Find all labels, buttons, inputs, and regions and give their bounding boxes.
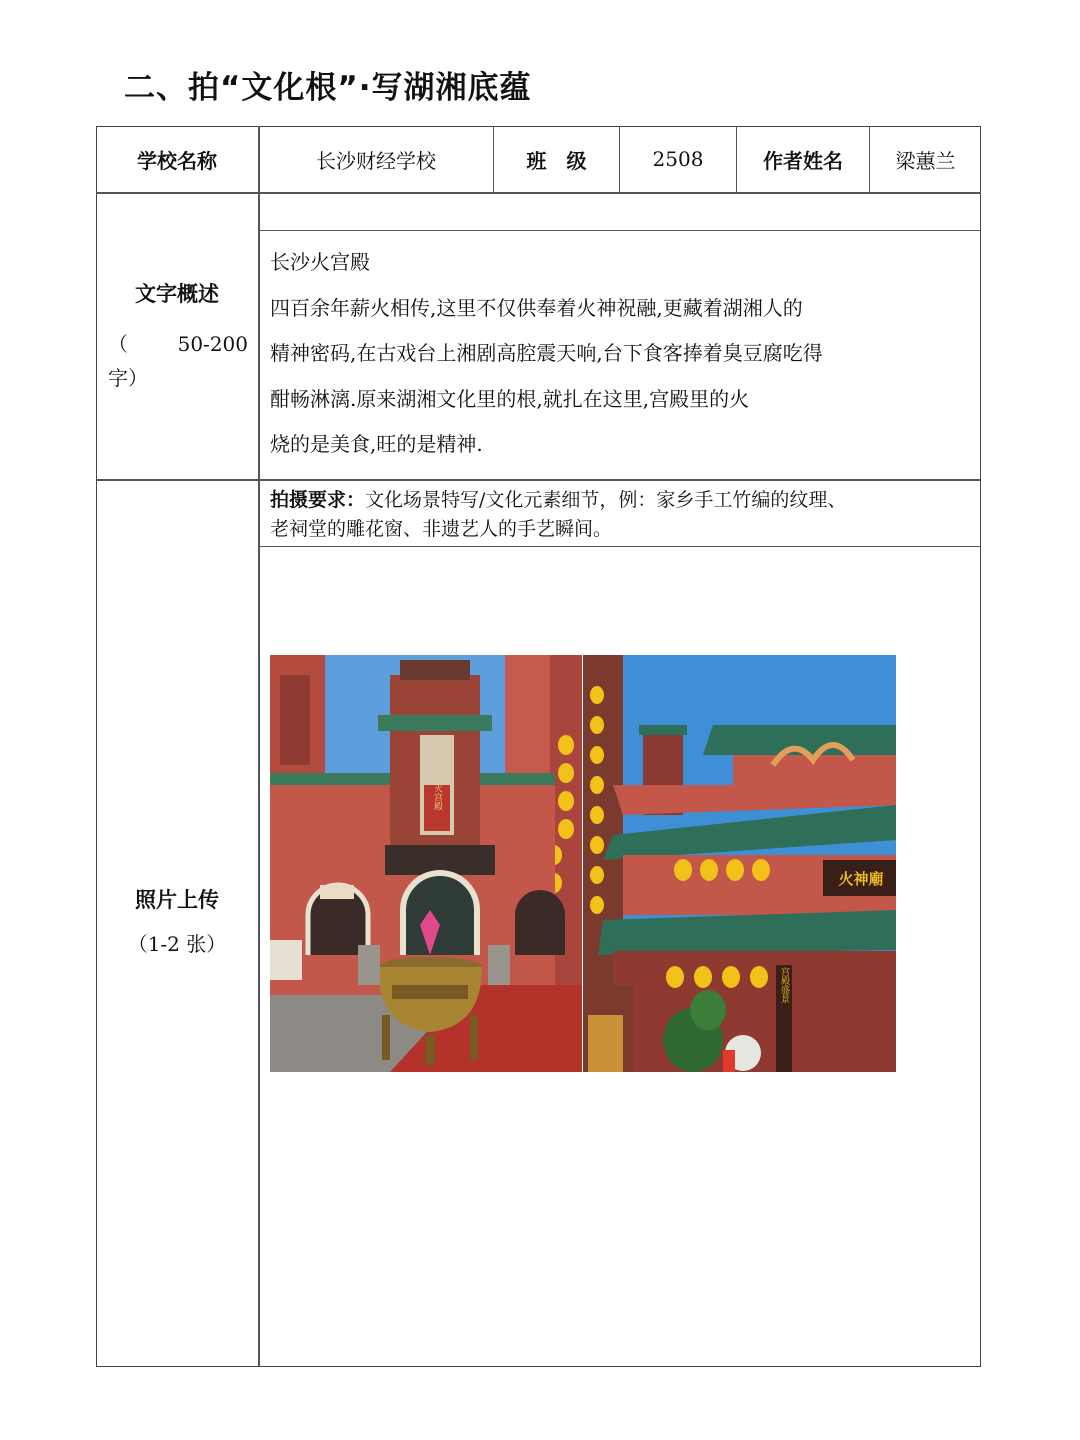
page-title: 二、拍“文化根”·写湖湘底蕴 <box>124 70 532 106</box>
summary-label: 文字概述 <box>135 282 219 306</box>
requirement-label: 拍摄要求： <box>270 489 366 511</box>
summary-line: 精神密码,在古戏台上湘剧高腔震天响,台下食客捧着臭豆腐吃得 <box>270 341 823 365</box>
requirement-text: 文化场景特写/文化元素细节，例：家乡手工竹编的纹理、 <box>365 489 847 511</box>
school-value: 长沙财经学校 <box>316 148 436 173</box>
photo-requirement <box>270 486 970 544</box>
row-divider <box>258 230 981 231</box>
requirement-text-2: 老祠堂的雕花窗、非遗艺人的手艺瞬间。 <box>270 518 613 540</box>
summary-line: 四百余年薪火相传,这里不仅供奉着火神祝融,更藏着湖湘人的 <box>270 295 803 320</box>
summary-line: 酣畅淋漓.原来湖湘文化里的根,就扎在这里,宫殿里的火 <box>270 386 750 411</box>
uploaded-photo-temple-gate <box>270 655 582 1072</box>
row-divider <box>96 192 981 194</box>
fire-god-sign: 火神廟 <box>838 870 884 888</box>
photo-label: 照片上传 <box>135 888 219 912</box>
row-divider <box>258 546 981 547</box>
gate-plaque: 火宫殿 <box>432 783 442 811</box>
pillar-couplet: 宫殿盛景 <box>779 967 789 1003</box>
author-value: 梁蕙兰 <box>895 148 956 173</box>
summary-line: 长沙火宫殿 <box>270 250 370 274</box>
school-label: 学校名称 <box>137 148 217 173</box>
photo-label-block <box>96 884 258 957</box>
class-value: 2508 <box>652 147 704 171</box>
photo-hint: （1-2 张） <box>127 932 227 956</box>
summary-line: 烧的是美食,旺的是精神. <box>270 432 483 456</box>
class-label: 班 级 <box>526 148 587 173</box>
column-divider <box>258 126 260 1367</box>
summary-label-block <box>96 278 258 322</box>
summary-hint-line2: 字） <box>108 366 148 390</box>
summary-text <box>270 240 970 468</box>
row-divider <box>96 479 981 481</box>
summary-hint-line1: （ 50-200 <box>108 332 248 356</box>
uploaded-photo-fire-god-pavilion <box>583 655 896 1072</box>
author-label: 作者姓名 <box>763 148 843 173</box>
